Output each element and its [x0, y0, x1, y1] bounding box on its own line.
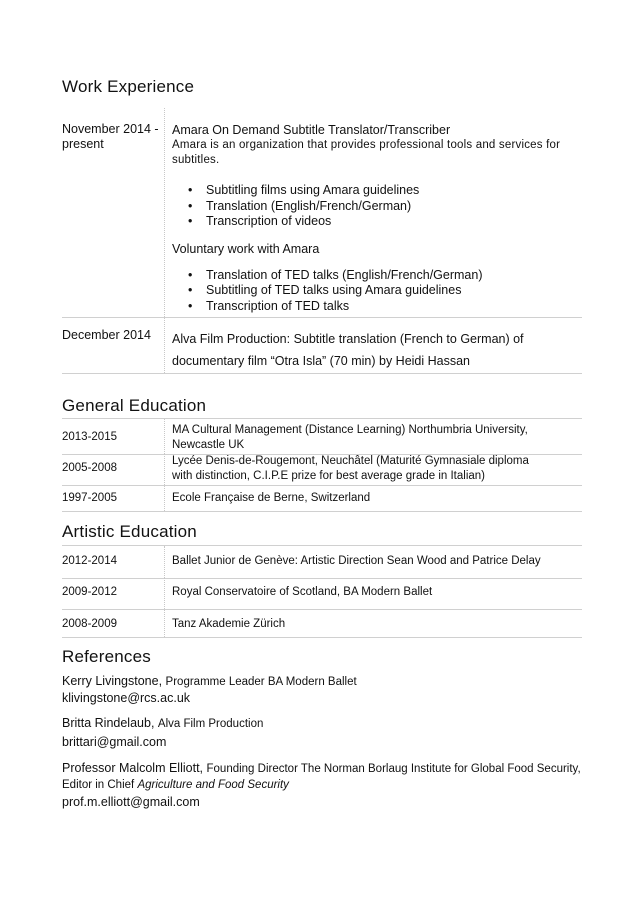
work-content	[172, 122, 572, 314]
reference-3	[62, 760, 582, 811]
table-row	[62, 486, 582, 512]
references-heading: References	[62, 647, 151, 666]
job-line-1: Alva Film Production: Subtitle translation (French to German) of	[172, 332, 524, 346]
reference-name-line	[62, 673, 582, 690]
list-item: • Translation (English/French/German)	[188, 198, 412, 213]
list-item: • Transcription of TED talks	[188, 298, 350, 313]
edu-text: MA Cultural Management (Distance Learning) Northumbria University, Newcastle UK	[172, 424, 528, 451]
edu-text: Ecole Française de Berne, Switzerland	[172, 492, 371, 504]
column-divider	[164, 546, 165, 578]
work-row-amara	[62, 108, 582, 318]
table-row	[62, 418, 582, 455]
reference-name: Kerry Livingstone,	[62, 674, 163, 688]
reference-journal: Agriculture and Food Security	[137, 779, 289, 791]
reference-2	[62, 715, 582, 751]
reference-email: klivingstone@rcs.ac.uk	[62, 691, 191, 705]
edu-text: Royal Conservatoire of Scotland, BA Modern Ballet	[172, 586, 433, 598]
reference-1	[62, 673, 582, 707]
reference-role: Programme Leader BA Modern Ballet	[165, 676, 357, 688]
reference-role: Alva Film Production	[157, 718, 264, 730]
work-row-alva	[62, 318, 582, 374]
voluntary-title: Voluntary work with Amara	[172, 241, 320, 256]
job-description: Amara is an organization that provides professional tools and services for subtitles.	[172, 139, 561, 166]
table-row	[62, 578, 582, 610]
reference-name: Professor Malcolm Elliott,	[62, 761, 204, 775]
table-row	[62, 545, 582, 579]
artistic-education-heading: Artistic Education	[62, 522, 197, 541]
edu-date: 2012-2014	[62, 555, 117, 567]
column-divider	[164, 318, 165, 373]
edu-date: 2008-2009	[62, 618, 117, 630]
list-item: • Transcription of videos	[188, 214, 332, 228]
work-date	[62, 122, 159, 152]
table-row	[62, 454, 582, 486]
reference-name-line	[62, 715, 582, 732]
column-divider	[164, 578, 165, 609]
column-divider	[164, 454, 165, 485]
reference-name-line	[62, 760, 582, 777]
edu-date: 2009-2012	[62, 586, 117, 598]
reference-name: Britta Rindelaub,	[62, 716, 155, 730]
work-experience-heading: Work Experience	[62, 77, 195, 96]
edu-date: 2013-2015	[62, 431, 117, 443]
edu-text: Ballet Junior de Genève: Artistic Direction Sean Wood and Patrice Delay	[172, 555, 541, 567]
date-line-2: present	[62, 137, 104, 151]
date-line-1: November 2014 -	[62, 122, 159, 136]
list-item: • Subtitling of TED talks using Amara guidelines	[188, 283, 462, 297]
reference-email: brittari@gmail.com	[62, 735, 167, 749]
list-item: • Translation of TED talks (English/French/German)	[188, 267, 483, 282]
reference-role-2: Editor in Chief	[62, 779, 135, 791]
job-line-2: documentary film “Otra Isla” (70 min) by Heidi Hassan	[172, 354, 471, 368]
work-date: December 2014	[62, 328, 151, 342]
column-divider	[164, 419, 165, 454]
reference-role: Founding Director The Norman Borlaug Institute for Global Food Security,	[206, 763, 581, 775]
reference-role-line-2	[62, 777, 582, 794]
edu-text: Tanz Akademie Zürich	[172, 618, 286, 630]
general-education-heading: General Education	[62, 396, 207, 415]
edu-text: Lycée Denis-de-Rougemont, Neuchâtel (Maturité Gymnasiale diploma with distinction, C.I.P.E prize for best average grade in Italian)	[172, 455, 529, 482]
edu-date: 1997-2005	[62, 492, 117, 504]
column-divider	[164, 108, 165, 317]
column-divider	[164, 610, 165, 637]
edu-date: 2005-2008	[62, 462, 117, 474]
job-bullets	[172, 183, 572, 230]
reference-email: prof.m.elliott@gmail.com	[62, 795, 200, 809]
column-divider	[164, 486, 165, 511]
table-row	[62, 610, 582, 638]
job-title: Amara On Demand Subtitle Translator/Transcriber	[172, 123, 451, 137]
list-item: • Subtitling films using Amara guidelines	[188, 183, 420, 197]
work-content	[172, 328, 582, 372]
voluntary-bullets	[172, 268, 572, 315]
